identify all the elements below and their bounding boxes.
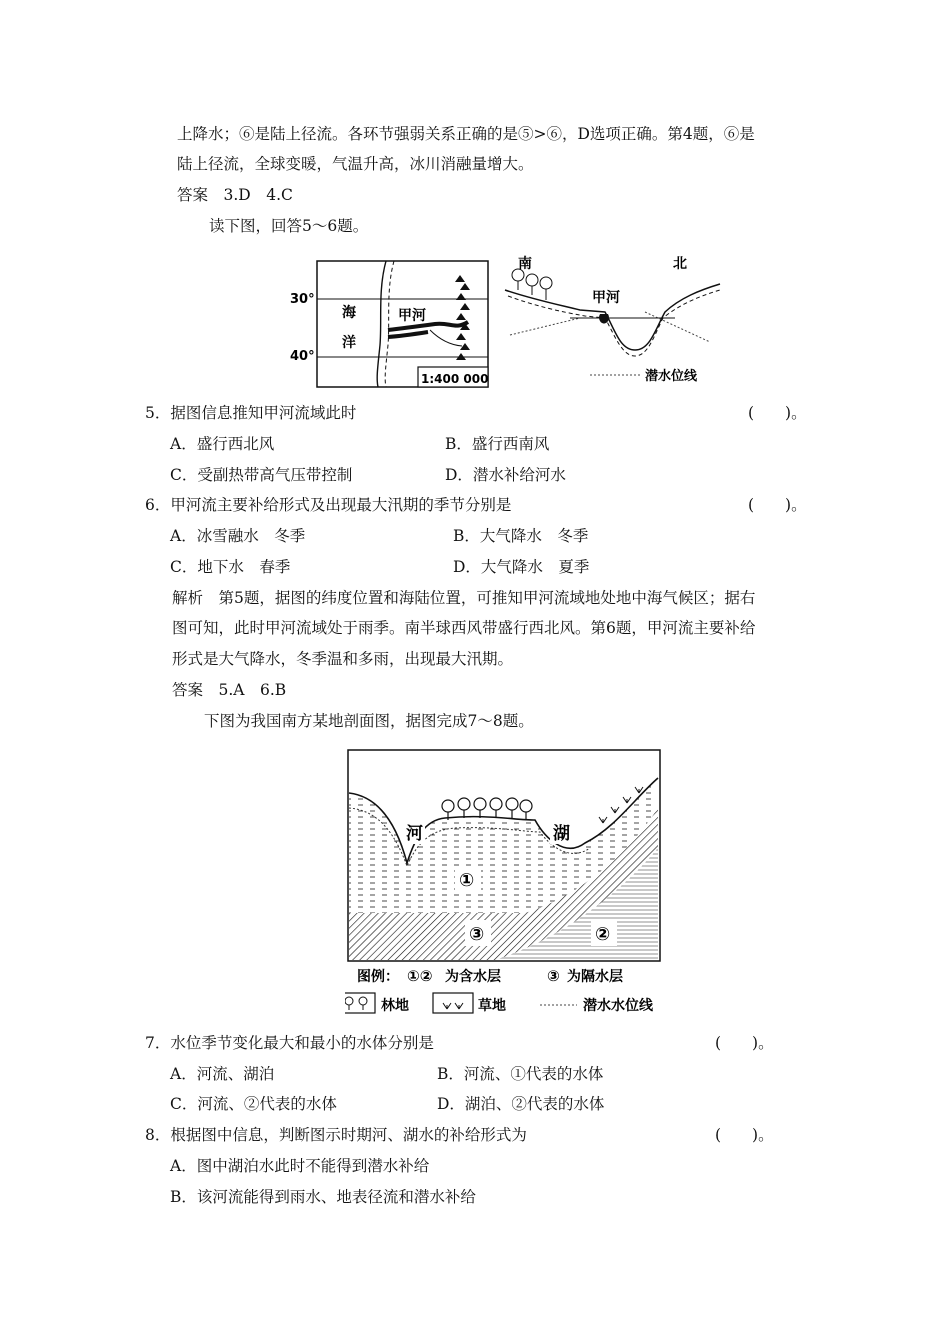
section-north-label: 北 bbox=[673, 256, 687, 272]
mountain-icon bbox=[455, 275, 470, 360]
option-5d: D．潜水补给河水 bbox=[445, 466, 566, 484]
section-south-label: 南 bbox=[518, 256, 532, 272]
analysis-line: 形式是大气降水，冬季温和多雨，出现最大汛期。 bbox=[172, 650, 514, 668]
option-5a: A．盛行西北风 bbox=[170, 435, 275, 453]
figure-map-and-section bbox=[290, 250, 730, 395]
tree-icon bbox=[512, 269, 552, 300]
intro-line: 读下图，回答5～6题。 bbox=[209, 217, 369, 235]
analysis-line: 图可知，此时甲河流域处于雨季。南半球西风带盛行西北风。第6题，甲河流主要补给 bbox=[172, 619, 756, 637]
section-river-label: 甲河 bbox=[592, 290, 620, 306]
map-ocean-label: 洋 bbox=[342, 335, 356, 351]
question-6-bracket: ( )。 bbox=[748, 496, 807, 514]
layer-1-label: ① bbox=[459, 870, 475, 891]
option-8b: B．该河流能得到雨水、地表径流和潜水补给 bbox=[170, 1188, 476, 1206]
intro-line: 下图为我国南方某地剖面图，据图完成7～8题。 bbox=[204, 712, 534, 730]
question-8-bracket: ( )。 bbox=[715, 1126, 774, 1144]
map-scale: 1:400 000 bbox=[421, 372, 489, 386]
option-6d: D．大气降水 夏季 bbox=[453, 558, 590, 576]
question-7: 7．水位季节变化最大和最小的水体分别是 bbox=[145, 1034, 434, 1052]
figure-1-svg bbox=[290, 250, 730, 395]
option-5c: C．受副热带高气压带控制 bbox=[170, 466, 353, 484]
legend-aquitard: 为隔水层 bbox=[567, 969, 623, 985]
layer-3-label: ③ bbox=[469, 924, 485, 945]
option-6c: C．地下水 春季 bbox=[170, 558, 291, 576]
map-lat-30: 30° bbox=[290, 292, 315, 307]
question-5-bracket: ( )。 bbox=[748, 404, 807, 422]
map-river-label: 甲河 bbox=[398, 308, 426, 324]
answer-line: 答案 3.D 4.C bbox=[177, 186, 293, 204]
option-7a: A．河流、湖泊 bbox=[170, 1065, 275, 1083]
option-6a: A．冰雪融水 冬季 bbox=[170, 527, 306, 545]
option-5b: B．盛行西南风 bbox=[445, 435, 550, 453]
question-7-bracket: ( )。 bbox=[715, 1034, 774, 1052]
question-8: 8．根据图中信息，判断图示时期河、湖水的补给形式为 bbox=[145, 1126, 527, 1144]
text-line: 陆上径流，全球变暖，气温升高，冰川消融量增大。 bbox=[177, 155, 534, 173]
analysis-line: 解析 第5题，据图的纬度位置和海陆位置，可推知甲河流域地处地中海气候区；据右 bbox=[172, 589, 756, 607]
legend-water-table: 潜水水位线 bbox=[583, 998, 653, 1014]
legend-aquifer-marks: ①② bbox=[407, 967, 433, 985]
question-5: 5．据图信息推知甲河流域此时 bbox=[145, 404, 357, 422]
question-6: 6．甲河流主要补给形式及出现最大汛期的季节分别是 bbox=[145, 496, 512, 514]
layer-2-label: ② bbox=[595, 924, 611, 945]
legend-prefix: 图例： bbox=[357, 969, 399, 985]
option-6b: B．大气降水 冬季 bbox=[453, 527, 589, 545]
option-7d: D．湖泊、②代表的水体 bbox=[437, 1095, 605, 1113]
section-legend-water-table: 潜水位线 bbox=[645, 369, 698, 384]
figure-geologic-section bbox=[345, 748, 670, 1020]
legend-forest: 林地 bbox=[381, 998, 409, 1014]
option-7c: C．河流、②代表的水体 bbox=[170, 1095, 337, 1113]
coastline bbox=[377, 261, 386, 387]
legend-aquitard-mark: ③ bbox=[547, 967, 560, 985]
legend-aquifer: 为含水层 bbox=[445, 969, 501, 985]
river-label: 河 bbox=[406, 824, 423, 844]
answer-line: 答案 5.A 6.B bbox=[172, 681, 287, 699]
legend-grass: 草地 bbox=[478, 998, 506, 1014]
lake-label: 湖 bbox=[553, 824, 570, 844]
option-8a: A．图中湖泊水此时不能得到潜水补给 bbox=[170, 1157, 430, 1175]
option-7b: B．河流、①代表的水体 bbox=[437, 1065, 604, 1083]
legend-grass-swatch bbox=[433, 993, 473, 1013]
map-lat-40: 40° bbox=[290, 349, 315, 364]
map-sea-label: 海 bbox=[342, 305, 356, 321]
text-line: 上降水；⑥是陆上径流。各环节强弱关系正确的是⑤>⑥，D选项正确。第4题，⑥是 bbox=[177, 125, 755, 143]
figure-2-svg bbox=[345, 748, 670, 1020]
